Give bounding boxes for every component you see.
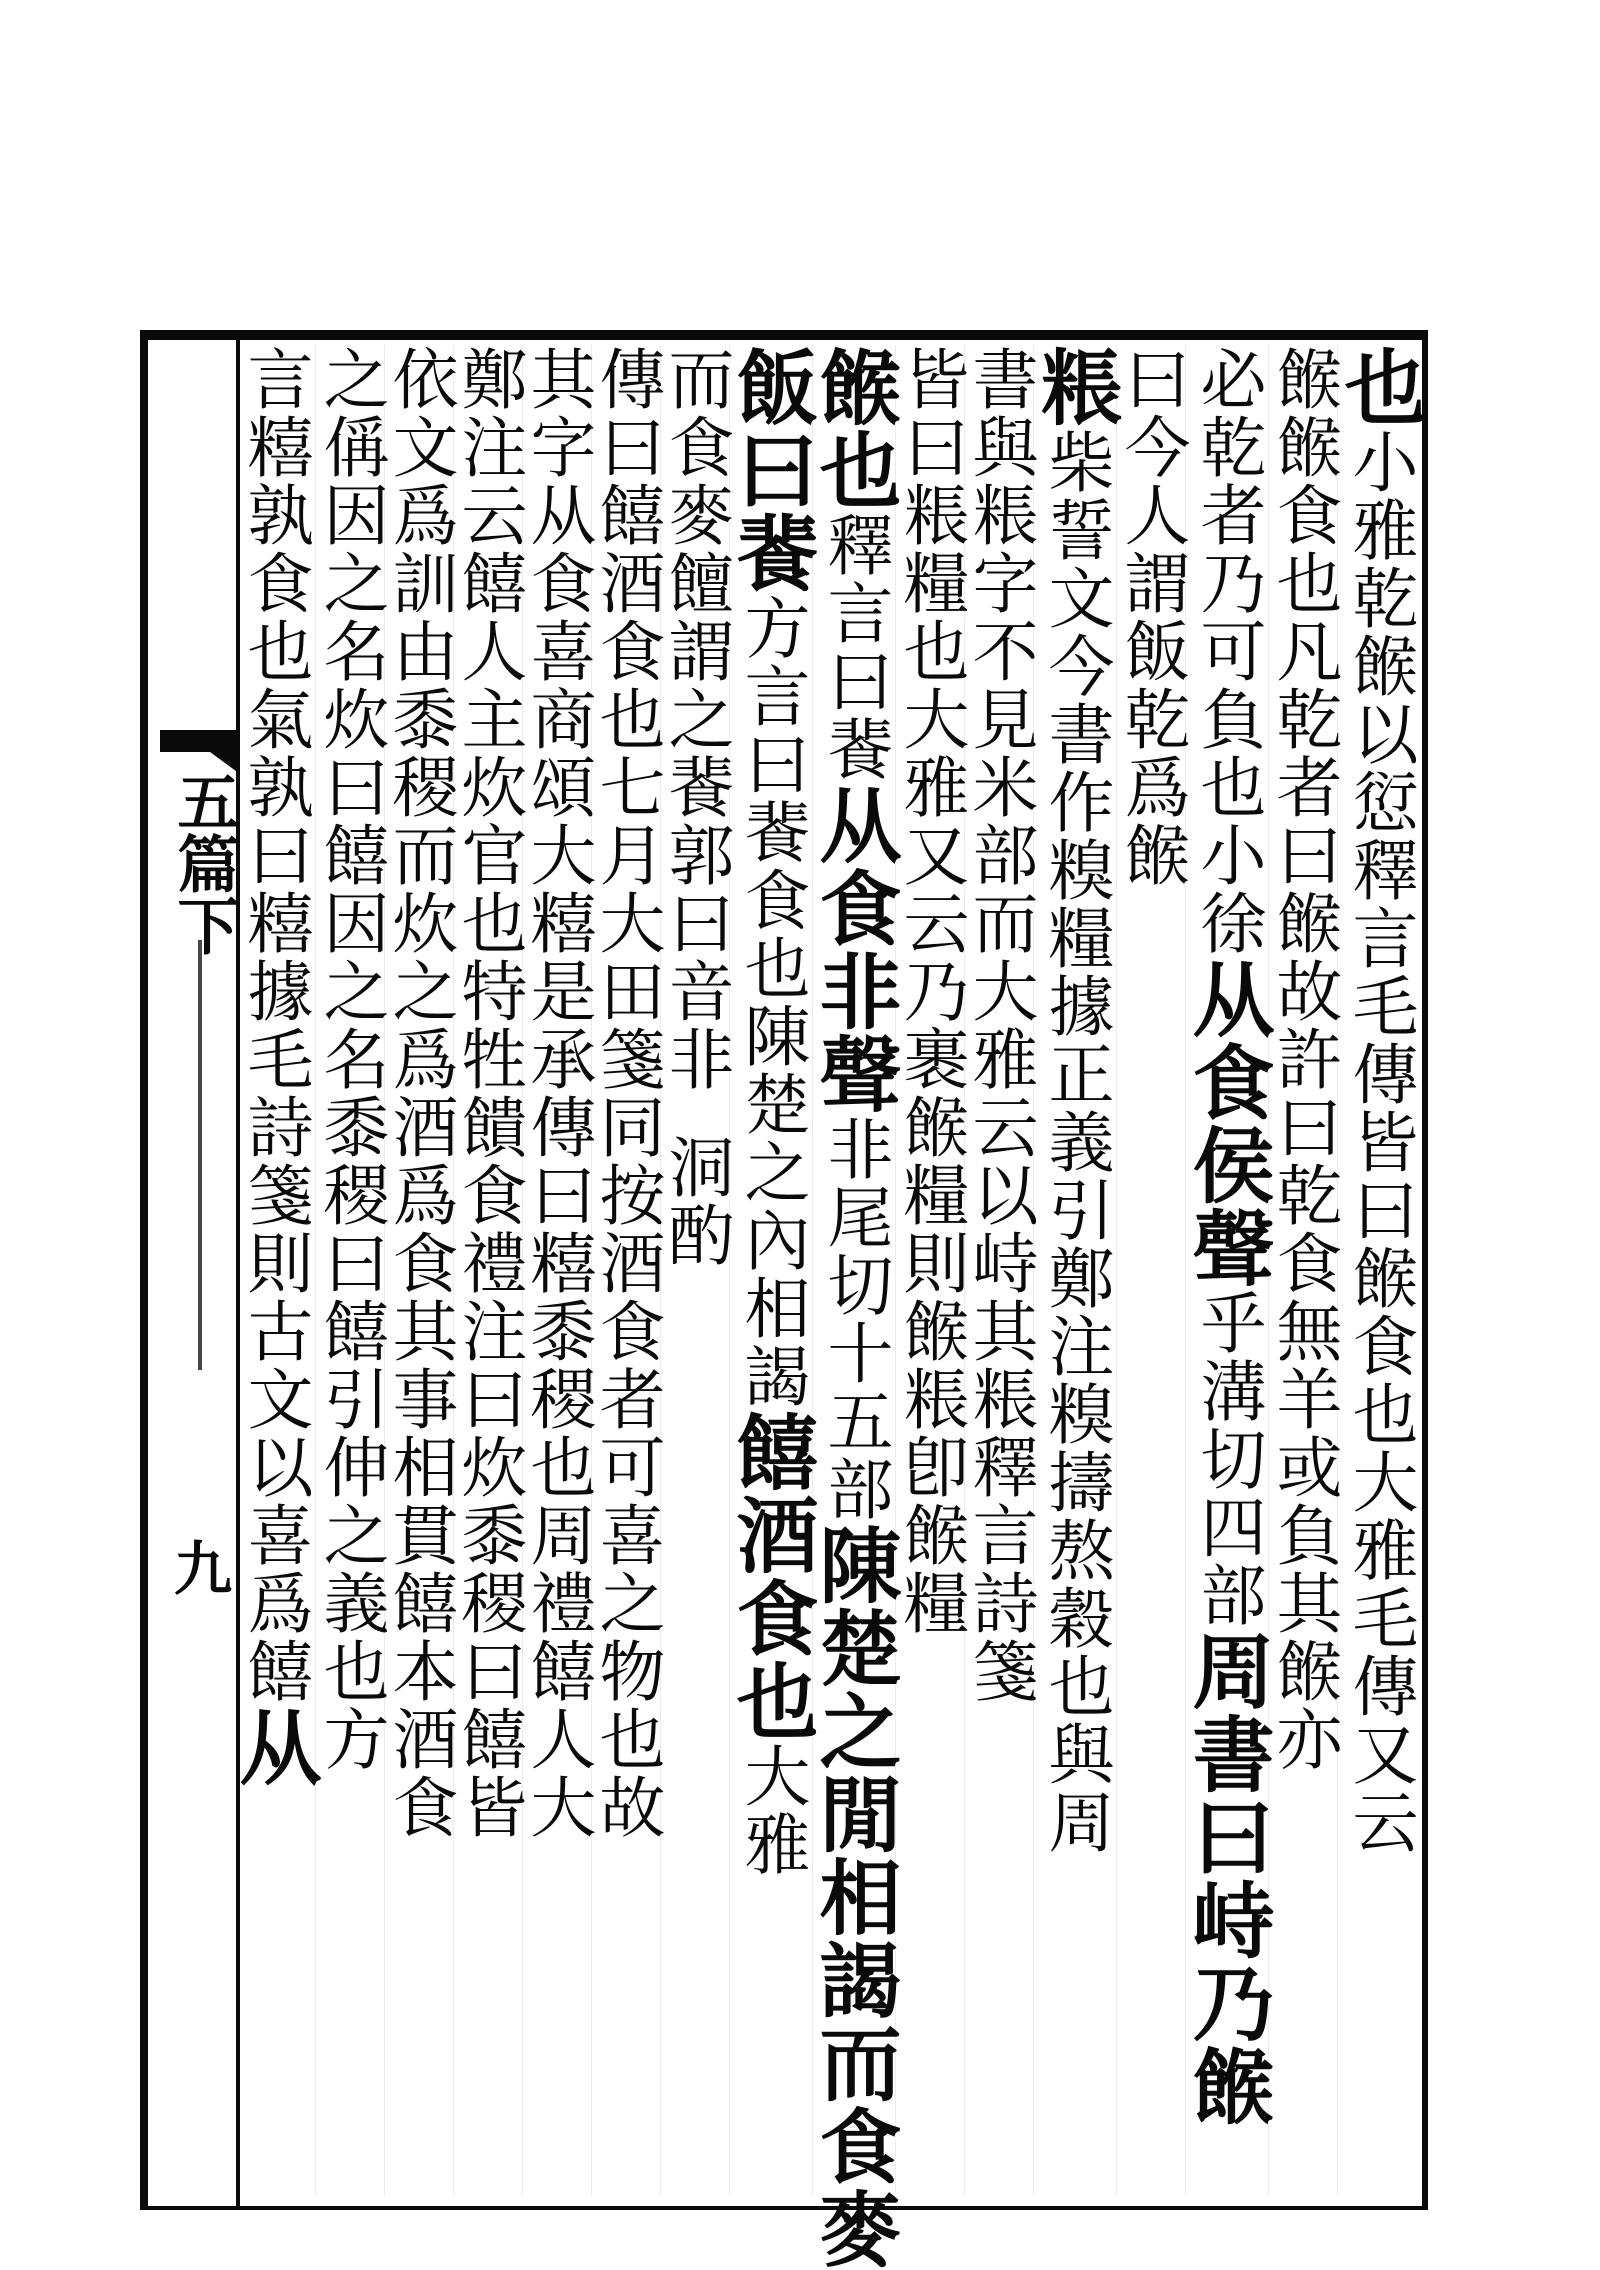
- main-text-area: [226, 345, 1427, 2270]
- text-column: [657, 345, 734, 2195]
- text-column: [723, 345, 819, 2195]
- main-text-segment: 粻: [1027, 345, 1123, 428]
- text-column: [381, 345, 458, 2195]
- commentary-segment: 依文爲訓由黍稷而炊之爲酒爲食其事相貫饎本酒食: [381, 345, 458, 1841]
- commentary-segment: 言糦孰食也氣孰曰糦據毛詩箋則古文以喜爲饎: [236, 345, 313, 1705]
- commentary-segment: 餱餱食也凡乾者曰餱故許曰乾食無羊或負其餱亦: [1265, 345, 1342, 1773]
- main-text-segment: 飯曰餥: [723, 345, 819, 594]
- commentary-segment: 曰今人謂飯乾爲餱: [1113, 345, 1190, 889]
- main-text-segment: 周書曰峙乃餱: [1179, 1629, 1275, 2127]
- commentary-segment: 方言曰餥食也陳楚之內相謁: [733, 594, 810, 1410]
- commentary-segment: 大雅: [733, 1742, 810, 1878]
- text-column: [312, 345, 389, 2195]
- margin-rule: [198, 940, 202, 1370]
- commentary-segment: 之偁因之名炊曰饎因之名黍稷曰饎引伸之義也方: [312, 345, 389, 1773]
- text-column: [1113, 345, 1190, 2195]
- main-text-segment: 陳楚之閒相謁而食麥: [806, 1523, 902, 2270]
- text-column: [1265, 345, 1342, 2195]
- commentary-segment: 而食麥饘謂之餥郭曰音非: [657, 345, 734, 1093]
- text-column: [1027, 345, 1123, 2195]
- main-text-segment: 从: [226, 1705, 322, 1788]
- leaf-number: 九: [173, 1535, 232, 1603]
- text-column: [450, 345, 527, 2195]
- text-column: [588, 345, 665, 2195]
- juan-title: 五篇下: [167, 770, 240, 956]
- main-text-segment: 从食非聲: [806, 783, 902, 1115]
- text-column: [226, 345, 322, 2195]
- commentary-segment: 必乾者乃可負也小徐: [1189, 345, 1266, 957]
- commentary-segment: 非尾切十五部: [816, 1115, 893, 1523]
- main-text-segment: 从食侯聲: [1179, 957, 1275, 1289]
- page-margin-band: [140, 330, 240, 2210]
- text-column: [892, 345, 969, 2195]
- main-text-segment: 饎酒食也: [723, 1410, 819, 1742]
- commentary-segment: 傳曰饎酒食也七月大田箋同按酒食者可喜之物也故: [588, 345, 665, 1841]
- text-column: [1179, 345, 1275, 2195]
- commentary-segment: 皆曰粻糧也大雅又云乃裹餱糧則餱粻卽餱糧: [892, 345, 969, 1637]
- commentary-segment: 柴誓文今書作糗糧據正義引鄭注糗擣熬穀也與周: [1037, 428, 1114, 1856]
- commentary-segment: 釋言曰餥: [816, 511, 893, 783]
- commentary-segment: 其字从食喜商頌大糦是承傳曰糦黍稷也周禮饎人大: [519, 345, 596, 1841]
- text-column: [806, 345, 902, 2270]
- main-text-segment: 餱也: [806, 345, 902, 511]
- fish-tail-mark: [160, 730, 240, 752]
- commentary-segment: 書與粻字不見米部而大雅云以峙其粻釋言詩箋: [961, 345, 1038, 1705]
- commentary-segment: 小雅乾餱以愆釋言毛傳皆曰餱食也大雅毛傳又云: [1341, 428, 1418, 1856]
- commentary-segment: 洞酌: [657, 1133, 734, 1269]
- text-column: [961, 345, 1038, 2195]
- commentary-segment: 鄭注云饎人主炊官也特牲饋食禮注曰炊黍稷曰饎皆: [450, 345, 527, 1841]
- text-column: [519, 345, 596, 2195]
- text-column: [1331, 345, 1427, 2195]
- main-text-segment: 也: [1331, 345, 1427, 428]
- commentary-segment: 乎溝切四部: [1189, 1289, 1266, 1629]
